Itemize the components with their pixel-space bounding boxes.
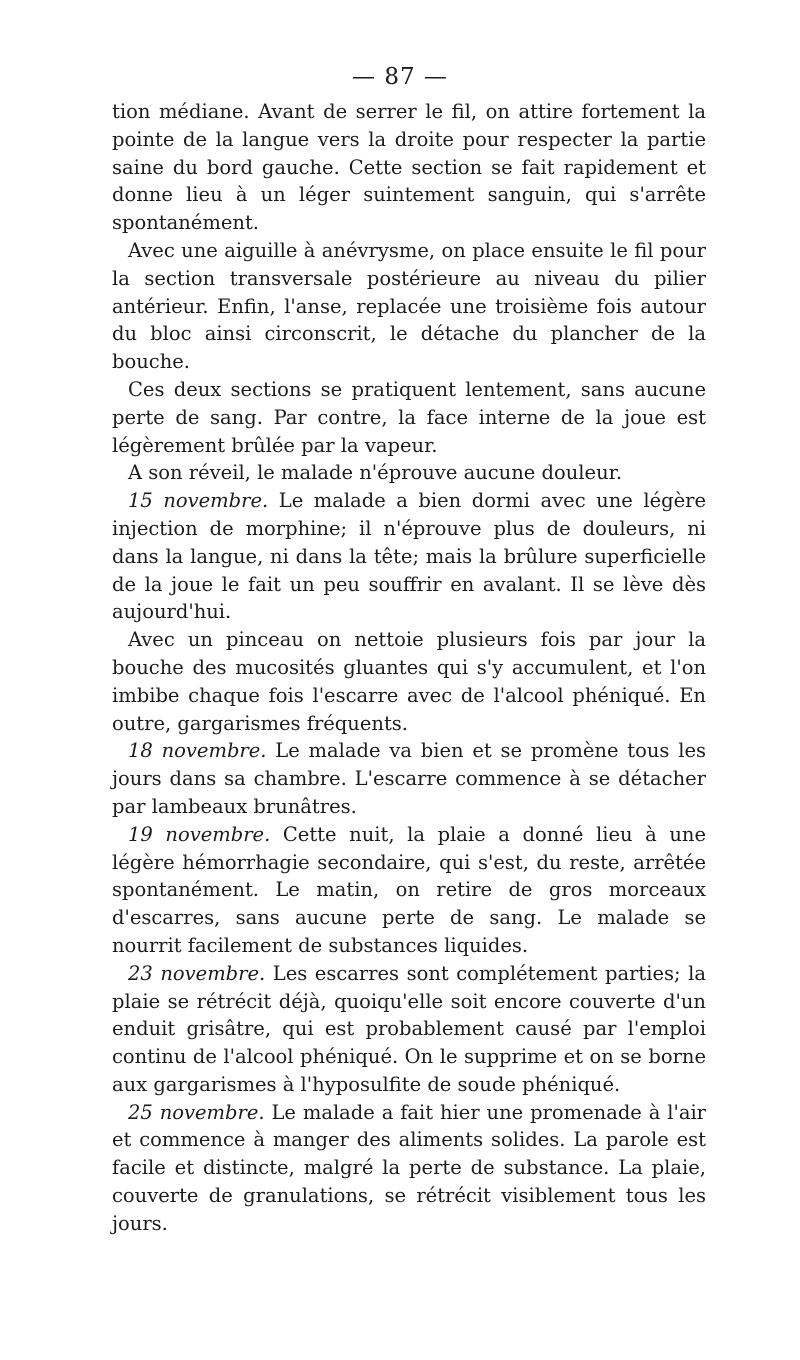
- entry-date: 19 novembre.: [128, 822, 271, 846]
- entry-text: Le malade a fait hier une promenade à l'air et commence à manger des aliments solides. La parole est facile et distincte, malgré la perte de substance. La plaie, couverte de granulations, se rétrécit visiblement tous les jours.: [112, 1100, 707, 1235]
- entry-text: Cette nuit, la plaie a donné lieu à une légère hémorrhagie secondaire, qui s'est, du reste, arrêtée spontanément. Le matin, on retire de gros morceaux d'escarres, sans aucune perte de sang. Le malade se nourrit facilement de substances liquides.: [112, 822, 706, 957]
- page-number: — 87 —: [352, 64, 448, 90]
- paragraph-care: [112, 626, 706, 737]
- entry-23-november: [112, 960, 706, 1099]
- paragraph-text: Avec une aiguille à anévrysme, on place ensuite le fil pour la section transversale postérieure au niveau du pilier antérieur. Enfin, l'anse, replacée une troisième fois autour du bloc ainsi circonscrit, le détache du plancher de la bouche.: [112, 238, 706, 374]
- paragraph-waking: [112, 459, 706, 487]
- paragraph-needle: [112, 237, 706, 376]
- entry-18-november: [112, 737, 706, 820]
- paragraph-text: A son réveil, le malade n'éprouve aucune douleur.: [128, 461, 623, 485]
- paragraph-sections: [112, 376, 706, 459]
- entry-text: Le malade va bien et se promène tous les jours dans sa chambre. L'escarre commence à se détacher par lambeaux brunâtres.: [112, 739, 707, 818]
- paragraph-text: tion médiane. Avant de serrer le fil, on attire fortement la pointe de la langue vers la droite pour respecter la partie saine du bord gauche. Cette section se fait rapidement et donne lieu à un léger suintement sanguin, qui s'arrête spontanément.: [112, 100, 706, 235]
- entry-date: 15 novembre.: [128, 489, 269, 513]
- entry-15-november: [112, 487, 706, 626]
- entry-date: 23 novembre.: [128, 961, 266, 985]
- entry-text: Le malade a bien dormi avec une légère injection de morphine; il n'éprouve plus de douleurs, ni dans la langue, ni dans la tête; mais la brûlure superficielle de la joue le fait un peu souffrir en avalant. Il se lève dès aujourd'hui.: [112, 489, 706, 624]
- body-text: [112, 98, 706, 1238]
- paragraph-text: Avec un pinceau on nettoie plusieurs fois par jour la bouche des mucosités gluantes qui s'y accumulent, et l'on imbibe chaque fois l'escarre avec de l'alcool phéniqué. En outre, gargarismes fréquents.: [112, 628, 706, 735]
- paragraph-text: Ces deux sections se pratiquent lentement, sans aucune perte de sang. Par contre, la face interne de la joue est légèrement brûlée par la vapeur.: [112, 377, 706, 457]
- entry-date: 25 novembre.: [128, 1100, 265, 1124]
- entry-19-november: [112, 821, 706, 960]
- entry-25-november: [112, 1099, 706, 1238]
- paragraph-continuation: [112, 98, 706, 237]
- entry-text: Les escarres sont complétement parties; la plaie se rétrécit déjà, quoiqu'elle soit encore couverte d'un enduit grisâtre, qui est probablement causé par l'emploi continu de l'alcool phéniqué. On le supprime et on se borne aux gargarismes à l'hyposulfite de soude phéniqué.: [112, 961, 706, 1096]
- entry-date: 18 novembre.: [128, 739, 267, 763]
